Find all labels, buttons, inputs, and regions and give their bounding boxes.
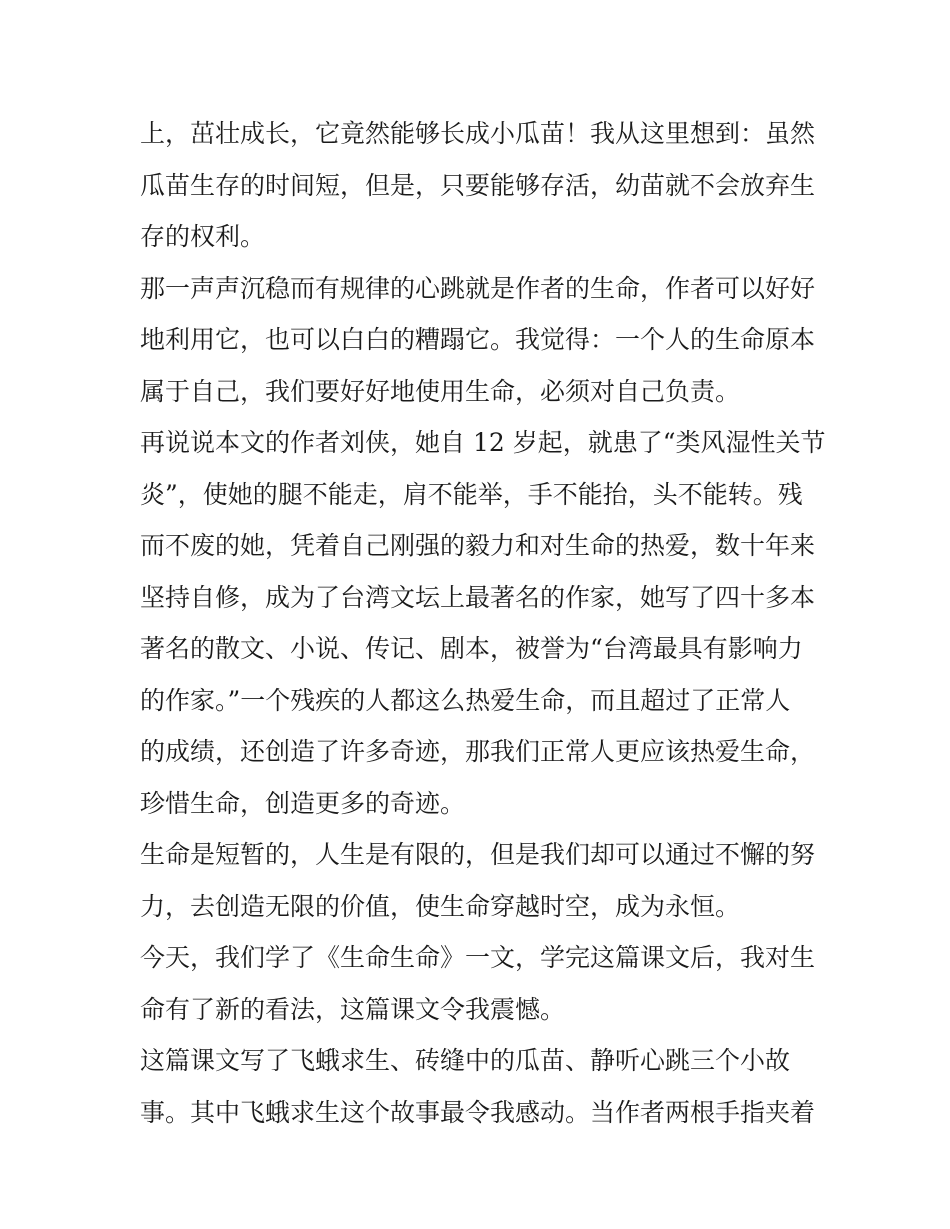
text-line: 再说说本文的作者刘侠，她自 12 岁起，就患了“类风湿性关节 — [140, 428, 826, 457]
text-line: 著名的散文、小说、传记、剧本，被誉为“台湾最具有影响力 — [140, 634, 803, 663]
text-line: 地利用它，也可以白白的糟蹋它。我觉得：一个人的生命原本 — [140, 325, 816, 354]
text-line: 今天，我们学了《生命生命》一文，学完这篇课文后，我对生 — [140, 943, 816, 972]
body-text — [140, 108, 826, 1138]
text-line: 坚持自修，成为了台湾文坛上最著名的作家，她写了四十多本 — [140, 582, 816, 612]
text-line: 的作家。”一个残疾的人都这么热爱生命，而且超过了正常人 — [140, 685, 791, 715]
text-line: 珍惜生命，创造更多的奇迹。 — [140, 788, 466, 818]
text-line: 事。其中飞蛾求生这个故事最令我感动。当作者两根手指夹着 — [140, 1097, 816, 1127]
text-line: 而不废的她，凭着自己刚强的毅力和对生命的热爱，数十年来 — [140, 531, 816, 560]
text-line: 存的权利。 — [140, 222, 266, 251]
text-line: 炎”，使她的腿不能走，肩不能举，手不能抬，头不能转。残 — [140, 479, 803, 509]
text-line: 力，去创造无限的价值，使生命穿越时空，成为永恒。 — [140, 891, 741, 921]
text-line: 生命是短暂的，人生是有限的，但是我们却可以通过不懈的努 — [140, 840, 816, 869]
text-line: 瓜苗生存的时间短，但是，只要能够存活，幼苗就不会放弃生 — [140, 170, 816, 200]
text-line: 属于自己，我们要好好地使用生命，必须对自己负责。 — [140, 376, 741, 406]
text-line: 这篇课文写了飞蛾求生、砖缝中的瓜苗、静听心跳三个小故 — [140, 1046, 791, 1075]
text-line: 的成绩，还创造了许多奇迹，那我们正常人更应该热爱生命， — [140, 737, 816, 766]
text-line: 上，茁壮成长，它竟然能够长成小瓜苗！我从这里想到：虽然 — [140, 119, 816, 148]
text-line: 那一声声沉稳而有规律的心跳就是作者的生命，作者可以好好 — [140, 273, 816, 303]
text-line: 命有了新的看法，这篇课文令我震憾。 — [140, 994, 566, 1024]
